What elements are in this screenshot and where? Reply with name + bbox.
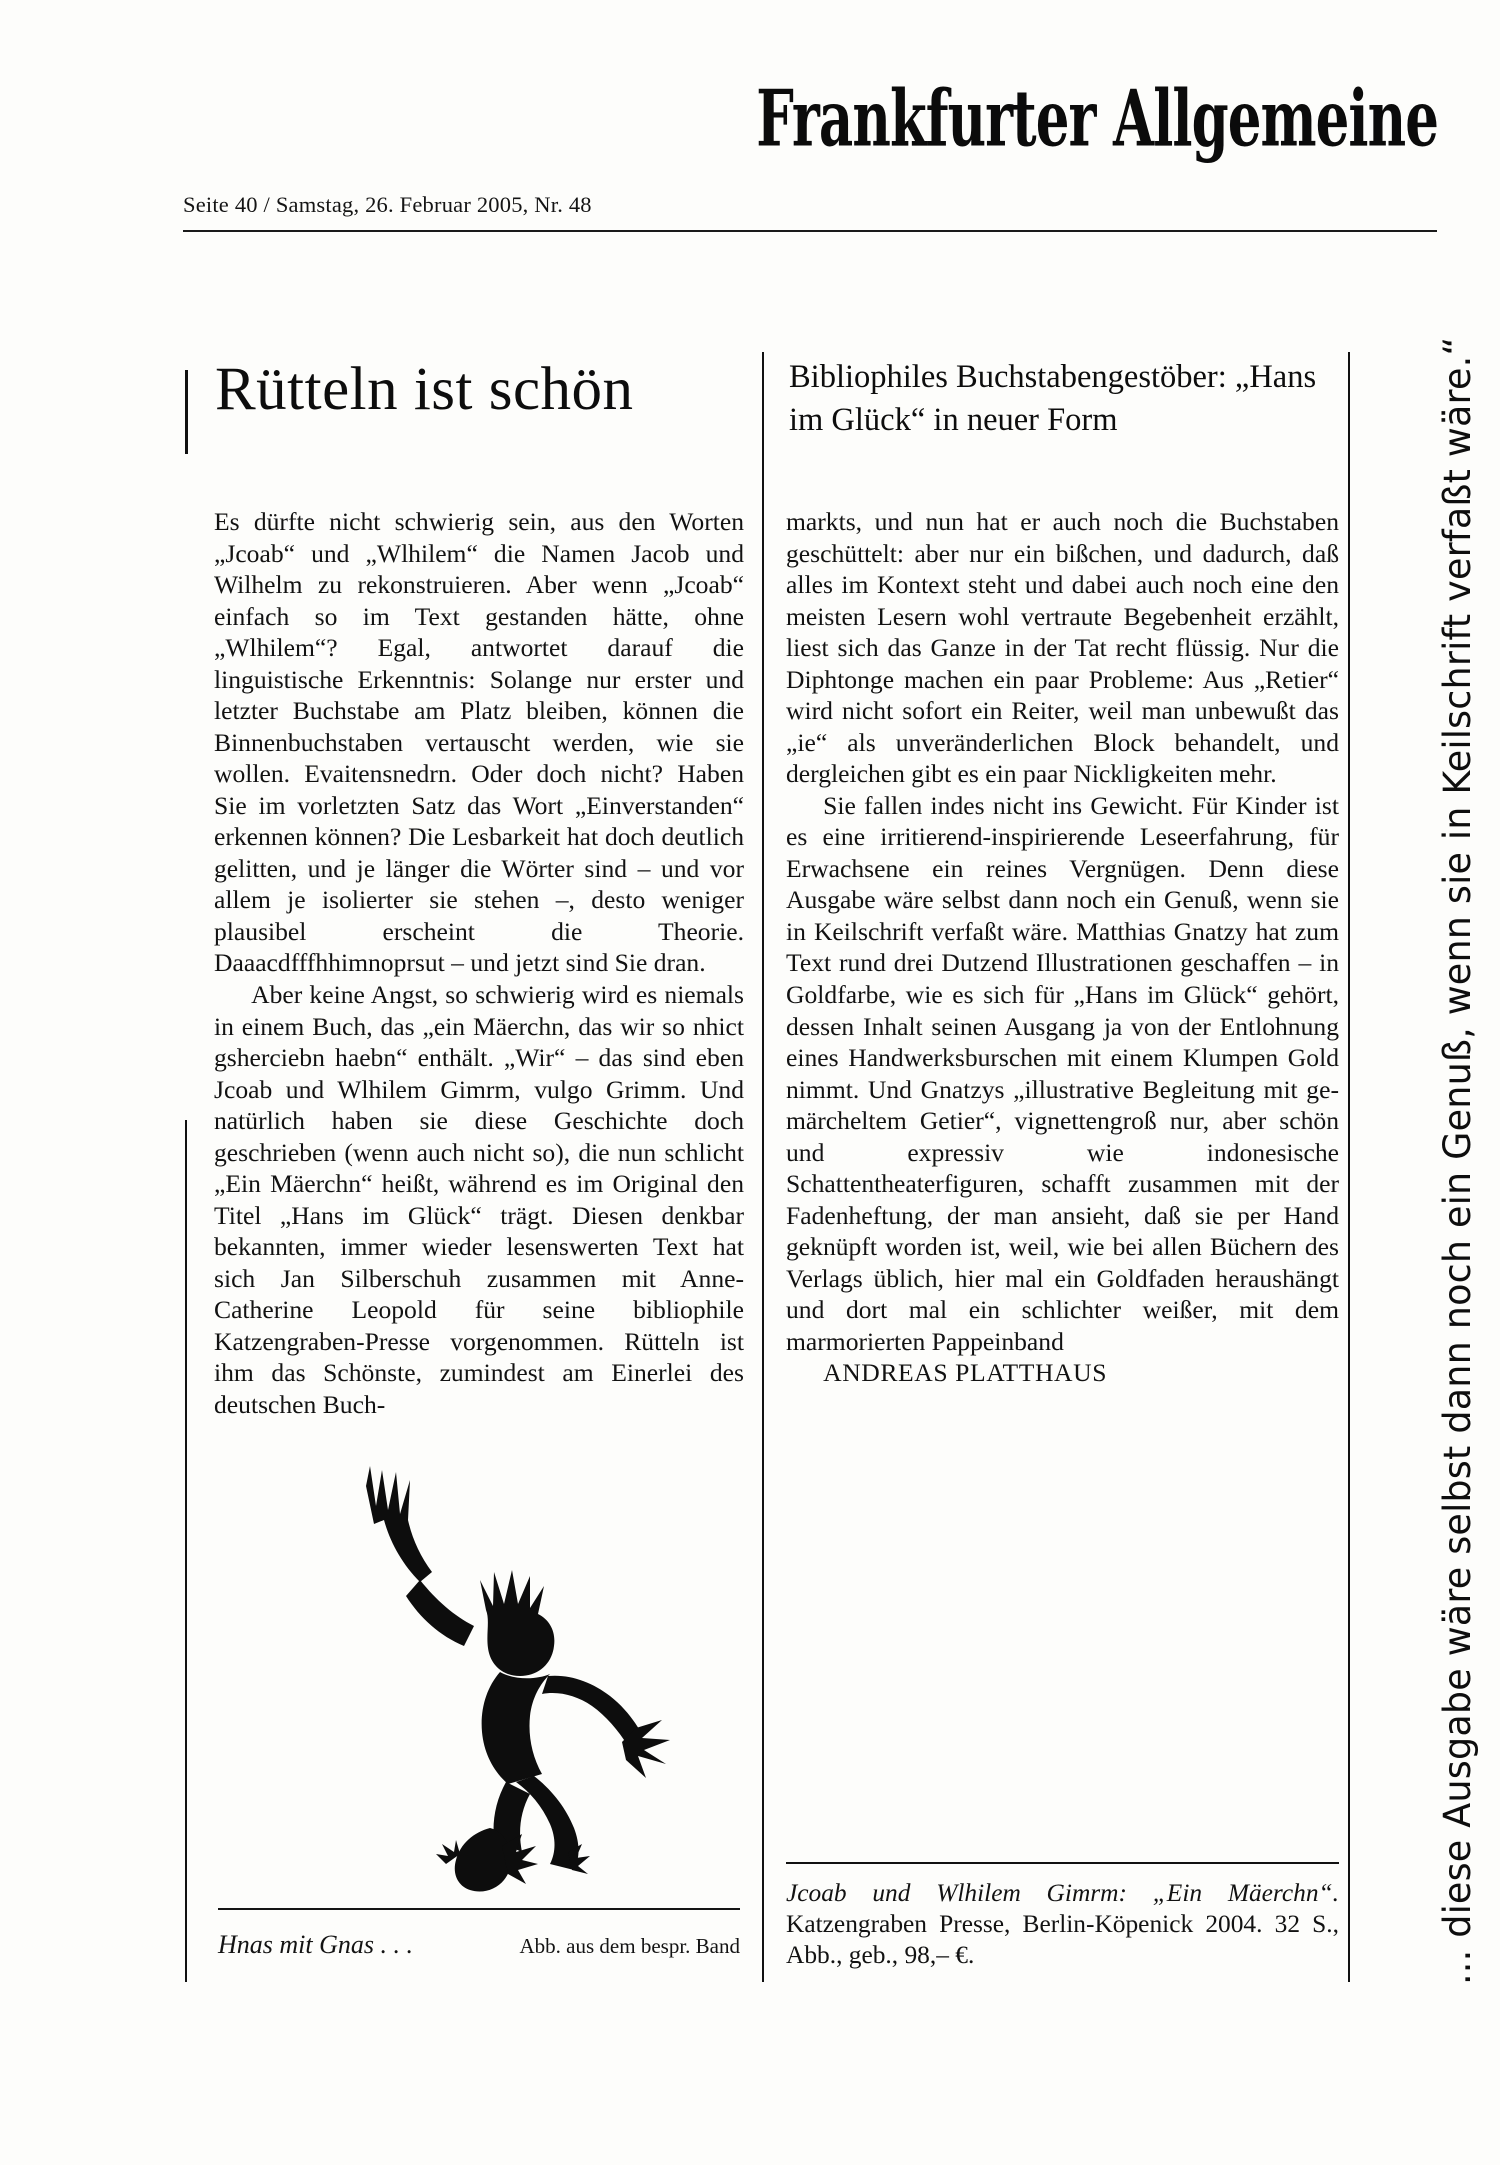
paragraph: Es dürfte nicht schwierig sein, aus den Worten „Jcoab“ und „Wlhilem“ die Namen Jacob und Wilhelm zu rekonstruieren. Aber wenn „Jcoab“ einfach so im Text gestanden hätte, ohne „Wlhilem“? Egal, antwortet darauf die linguistische Erkenntnis: Solange nur erster und letzter Buchstabe am Platz bleiben, können die Binnenbuchstaben vertauscht werden, wie sie wollen. Evaitensnedrn. Oder doch nicht? Haben Sie im vorletzten Satz das Wort „Einverstanden“ erkennen können? Die Lesbarkeit hat doch deutlich gelitten, und je länger die Wörter sind – und vor allem je isolierter sie stehen –, desto weniger plausibel erscheint die Theorie. Daaacdfffhhimnoprsut – und jetzt sind Sie dran.: [214, 507, 744, 978]
vertical-pullquote: [1362, 0, 1482, 1985]
subheadline-block: [762, 352, 1350, 468]
caption-credit: Abb. aus dem bespr. Band: [519, 1934, 740, 1958]
paragraph: markts, und nun hat er auch noch die Buchstaben geschüttelt: aber nur ein bißchen, und dadurch, daß alles im Kontext steht und dabei auch noch eine den meisten Lesern wohl vertraute Begebenheit erzählt, liest sich das Ganze in der Tat recht flüssig. Nur die Diphtonge machen ein paar Probleme: Aus „Retier“ wird nicht sofort ein Reiter, weil man unbewußt das „ie“ als unveränderlichen Block behandelt, und dergleichen gibt es ein paar Nickligkeiten mehr.: [786, 507, 1339, 789]
biblio-note: [786, 1878, 1339, 1971]
headline-block: [183, 358, 783, 468]
masthead: [0, 0, 1500, 240]
biblio-title: Jcoab und Wlhilem Gimrm: „Ein Mäerchn“.: [786, 1879, 1339, 1907]
paragraph-text: Sie fallen indes nicht ins Gewicht. Für Kinder ist es eine irritierend-inspirierende Leseerfahrung, für Erwachsene ein reines Vergnügen. Denn diese Ausgabe wäre selbst dann noch ein Genuß, wenn sie in Keilschrift verfaßt wäre. Matthias Gnatzy hat zum Text rund drei Dutzend Illustrationen geschaffen – in Goldfarbe, wie es sich für „Hans im Glück“ gehört, dessen Inhalt seinen Ausgang ja von der Entlohnung eines Handwerksburschen mit einem Klumpen Gold nimmt. Und Gnatzys „illustrative Begleitung mit ge-märcheltem Getier“, vignettengroß nur, aber schön und expressiv wie indonesische Schattentheaterfiguren, schafft zusammen mit der Fadenheftung, der man ansieht, daß sie per Hand geknüpft worden ist, weil, wie bei allen Büchern des Verlags üblich, hier mal ein Goldfaden heraushängt und dort mal ein schlichter weißer, mit dem marmorierten Pappeinband: [786, 790, 1339, 1356]
byline-line: [786, 1357, 1339, 1389]
illustration-baseline: [218, 1908, 740, 1910]
column-rule-right: [1348, 352, 1350, 1982]
caption-title: Hnas mit Gnas . . .: [218, 1930, 414, 1959]
biblio-rule: [786, 1862, 1339, 1864]
dateline: Seite 40 / Samstag, 26. Februar 2005, Nr. 48: [183, 192, 592, 217]
paragraph: Aber keine Angst, so schwierig wird es niemals in einem Buch, das „ein Mäerchn, das wir so nhict gsherciebn haebn“ enthält. „Wir“ – das sind eben Jcoab und Wlhilem Gimrm, vulgo Grimm. Und natürlich haben sie diese Geschichte doch geschrieben (wenn auch nicht so), die nun schlicht „Ein Mäerchn“ heißt, während es im Original den Titel „Hans im Glück“ trägt. Diesen denkbar bekannten, immer wieder lesenswerten Text hat sich Jan Silberschuh zusammen mit Anne-Catherine Leopold für seine bibliophile Katzengraben-Presse vorgenommen. Rütteln ist ihm das Schönste, zumindest am Einerlei des deutschen Buch-: [214, 979, 744, 1419]
column-rule-center: [762, 352, 764, 1982]
headline-rule: [185, 370, 188, 454]
body-column-left: [214, 506, 744, 1420]
biblio-details: Katzengraben Presse, Berlin-Köpenick 2004. 32 S., Abb., geb., 98,– €.: [786, 1910, 1339, 1970]
body-column-right: [786, 506, 1339, 1389]
article-headline: Rütteln ist schön: [215, 356, 634, 423]
illustration-caption: [218, 1930, 742, 1960]
article-byline: ANDREAS PLATTHAUS: [823, 1358, 1108, 1388]
article-illustration: [250, 1460, 720, 1900]
masthead-rule: [183, 230, 1437, 232]
article-subheadline: Bibliophiles Buchstabengestöber: „Hans im Glück“ in neuer Form: [789, 359, 1317, 438]
paragraph: [786, 790, 1339, 1358]
pullquote-text: ... diese Ausgabe wäre selbst dann noch ein Genuß, wenn sie in Keilschrift verfaßt wäre.“: [1435, 336, 1480, 1985]
column-rule-left: [185, 1120, 187, 1982]
newspaper-title: Frankfurter Allgemeine: [756, 73, 1438, 165]
